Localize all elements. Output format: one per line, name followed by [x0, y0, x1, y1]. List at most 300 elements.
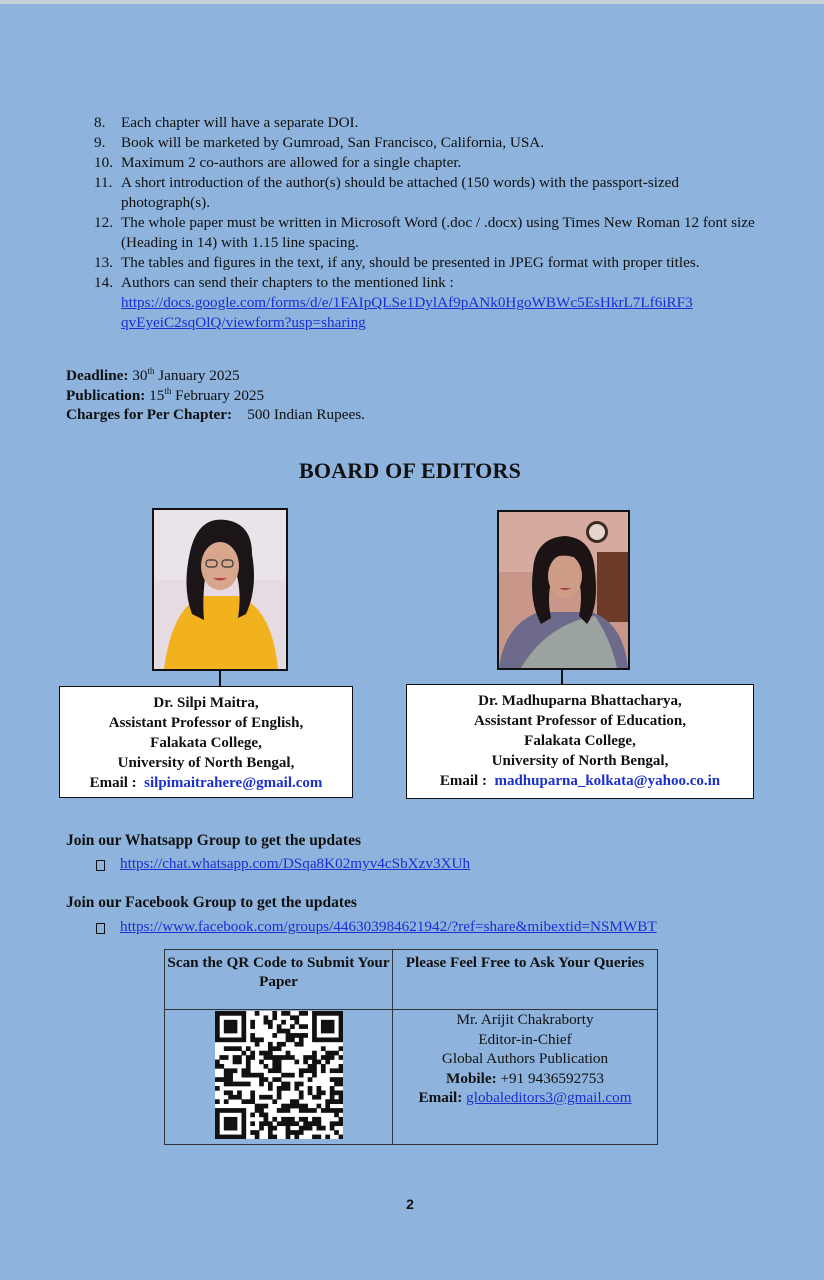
qr-module	[228, 1037, 233, 1042]
submission-form-link[interactable]: https://docs.google.com/forms/d/e/1FAIpQLSe1DylAf9pANk0HgoWBWc5EsHkrL7Lf6iRF3 qvEyeiC2sqOlQ/viewform?usp=sharing	[121, 294, 693, 331]
qr-module	[215, 1117, 220, 1122]
qr-module	[312, 1108, 317, 1113]
qr-module	[338, 1015, 342, 1020]
qr-module	[228, 1011, 233, 1016]
qr-module	[298, 1095, 303, 1100]
qr-module	[312, 1135, 317, 1139]
qr-module	[267, 1024, 272, 1029]
qr-module	[276, 1029, 281, 1034]
qr-module	[329, 1029, 334, 1034]
qr-module	[254, 1108, 259, 1113]
qr-module	[215, 1029, 220, 1034]
qr-module	[272, 1068, 277, 1073]
submission-contact-table	[164, 949, 658, 1145]
qr-module	[325, 1024, 330, 1029]
page-number: 2	[406, 1196, 414, 1212]
qr-module	[263, 1121, 268, 1126]
qr-module	[259, 1104, 264, 1109]
qr-module	[312, 1121, 317, 1126]
qr-module	[245, 1060, 250, 1065]
qr-module	[228, 1029, 233, 1034]
qr-module	[303, 1060, 308, 1065]
qr-module	[334, 1099, 339, 1104]
deadline-line: Deadline: 30th January 2025	[66, 366, 240, 384]
qr-module	[316, 1126, 321, 1131]
qr-module	[338, 1033, 342, 1038]
qr-module	[312, 1011, 317, 1016]
qr-module	[281, 1020, 286, 1025]
qr-module	[228, 1068, 233, 1073]
qr-module	[290, 1037, 295, 1042]
qr-module	[223, 1108, 228, 1113]
qr-module	[338, 1077, 342, 1082]
qr-module	[232, 1121, 237, 1126]
qr-module	[338, 1108, 342, 1113]
qr-module	[232, 1135, 237, 1139]
qr-module	[272, 1117, 277, 1122]
qr-module	[250, 1121, 255, 1126]
whatsapp-group-title: Join our Whatsapp Group to get the updates	[66, 832, 361, 849]
qr-module	[312, 1073, 317, 1078]
qr-module	[290, 1130, 295, 1135]
qr-module	[307, 1108, 312, 1113]
qr-module	[250, 1037, 255, 1042]
qr-module	[329, 1011, 334, 1016]
connector-line	[219, 671, 221, 687]
qr-module	[228, 1024, 233, 1029]
qr-module	[267, 1020, 272, 1025]
qr-module	[285, 1037, 290, 1042]
qr-module	[259, 1073, 264, 1078]
qr-module	[285, 1082, 290, 1087]
qr-module	[285, 1033, 290, 1038]
whatsapp-group-link[interactable]: https://chat.whatsapp.com/DSqa8K02myv4cSbXzv3XUh	[120, 855, 471, 872]
qr-module	[232, 1082, 237, 1087]
publication-line: Publication: 15th February 2025	[66, 385, 265, 404]
qr-module	[259, 1051, 264, 1056]
list-item: 13. The tables and figures in the text, if any, should be presented in JPEG format with proper titles.	[94, 254, 700, 271]
qr-module	[303, 1011, 308, 1016]
qr-module	[250, 1099, 255, 1104]
qr-module	[223, 1135, 228, 1139]
qr-module	[329, 1037, 334, 1042]
qr-module	[290, 1033, 295, 1038]
qr-module	[267, 1095, 272, 1100]
qr-module	[219, 1135, 224, 1139]
qr-module	[338, 1046, 342, 1051]
qr-module	[325, 1011, 330, 1016]
qr-module	[325, 1104, 330, 1109]
qr-module	[316, 1060, 321, 1065]
qr-module	[298, 1082, 303, 1087]
qr-module	[316, 1037, 321, 1042]
qr-module	[290, 1099, 295, 1104]
qr-module	[303, 1024, 308, 1029]
qr-module	[223, 1077, 228, 1082]
whatsapp-link-row	[96, 855, 470, 873]
qr-module	[338, 1082, 342, 1087]
qr-module	[329, 1121, 334, 1126]
qr-module	[237, 1037, 242, 1042]
qr-module	[232, 1108, 237, 1113]
qr-module	[272, 1064, 277, 1069]
qr-module	[338, 1029, 342, 1034]
qr-module	[276, 1046, 281, 1051]
qr-module	[290, 1117, 295, 1122]
editor-photo-madhuparna	[497, 510, 630, 670]
qr-module	[316, 1011, 321, 1016]
qr-module	[276, 1086, 281, 1091]
qr-module	[285, 1086, 290, 1091]
qr-module	[338, 1024, 342, 1029]
qr-module	[334, 1090, 339, 1095]
qr-module	[267, 1121, 272, 1126]
qr-module	[259, 1095, 264, 1100]
qr-module	[237, 1046, 242, 1051]
qr-module	[267, 1068, 272, 1073]
qr-module	[250, 1073, 255, 1078]
editor-portrait-image	[154, 510, 286, 669]
qr-module	[276, 1090, 281, 1095]
editor-email-link[interactable]: madhuparna_kolkata@yahoo.co.in	[494, 773, 721, 789]
qr-module	[312, 1064, 317, 1069]
qr-module	[232, 1126, 237, 1131]
qr-module	[250, 1130, 255, 1135]
qr-module	[303, 1104, 308, 1109]
qr-module	[320, 1126, 325, 1131]
qr-module	[259, 1037, 264, 1042]
qr-module	[307, 1126, 312, 1131]
qr-module	[334, 1037, 339, 1042]
qr-module	[250, 1113, 255, 1118]
qr-module	[232, 1029, 237, 1034]
qr-module	[232, 1095, 237, 1100]
qr-module	[285, 1117, 290, 1122]
qr-module	[294, 1015, 299, 1020]
qr-module	[215, 1060, 220, 1065]
qr-module	[223, 1011, 228, 1016]
qr-module	[215, 1064, 220, 1069]
qr-module	[223, 1037, 228, 1042]
qr-module	[254, 1135, 259, 1139]
qr-module	[215, 1015, 220, 1020]
qr-module	[276, 1095, 281, 1100]
qr-module	[294, 1099, 299, 1104]
qr-module	[250, 1051, 255, 1056]
qr-module	[263, 1104, 268, 1109]
qr-module	[228, 1095, 233, 1100]
qr-module	[338, 1037, 342, 1042]
qr-module	[245, 1046, 250, 1051]
qr-module	[215, 1037, 220, 1042]
qr-module	[241, 1099, 246, 1104]
qr-module	[237, 1082, 242, 1087]
qr-module	[241, 1130, 246, 1135]
qr-module	[254, 1073, 259, 1078]
qr-module	[290, 1104, 295, 1109]
qr-module	[285, 1121, 290, 1126]
qr-module	[312, 1117, 317, 1122]
qr-module	[316, 1095, 321, 1100]
qr-module	[312, 1055, 317, 1060]
qr-module	[272, 1135, 277, 1139]
qr-module	[241, 1126, 246, 1131]
qr-module	[338, 1117, 342, 1122]
qr-module	[223, 1020, 228, 1025]
qr-module	[228, 1077, 233, 1082]
qr-module	[245, 1099, 250, 1104]
contact-email-link[interactable]: globaleditors3@gmail.com	[466, 1089, 632, 1106]
qr-module	[276, 1055, 281, 1060]
qr-module	[215, 1135, 220, 1139]
qr-module	[272, 1015, 277, 1020]
qr-module	[338, 1055, 342, 1060]
qr-module	[259, 1113, 264, 1118]
qr-module	[281, 1108, 286, 1113]
qr-module	[263, 1055, 268, 1060]
qr-module	[285, 1011, 290, 1016]
qr-module	[215, 1020, 220, 1025]
qr-module	[307, 1086, 312, 1091]
qr-module	[298, 1090, 303, 1095]
qr-module	[325, 1135, 330, 1139]
qr-module	[223, 1073, 228, 1078]
qr-module	[254, 1042, 259, 1047]
qr-module	[303, 1121, 308, 1126]
qr-module	[329, 1086, 334, 1091]
qr-module	[285, 1126, 290, 1131]
qr-module	[320, 1024, 325, 1029]
facebook-group-link[interactable]: https://www.facebook.com/groups/446303984621942/?ref=share&mibextid=NSMWBT	[120, 918, 657, 935]
qr-module	[223, 1029, 228, 1034]
editor-email-link[interactable]: silpimaitrahere@gmail.com	[144, 775, 323, 791]
qr-module	[285, 1055, 290, 1060]
qr-module	[228, 1082, 233, 1087]
qr-module	[303, 1117, 308, 1122]
qr-module	[237, 1135, 242, 1139]
qr-module	[276, 1108, 281, 1113]
charges-line: Charges for Per Chapter: 500 Indian Rupees.	[66, 406, 365, 423]
qr-module	[316, 1086, 321, 1091]
qr-module	[241, 1108, 246, 1113]
qr-module	[320, 1108, 325, 1113]
qr-module	[307, 1068, 312, 1073]
guidelines-list	[86, 113, 766, 333]
qr-module	[263, 1064, 268, 1069]
qr-module	[334, 1130, 339, 1135]
qr-module	[276, 1042, 281, 1047]
qr-module	[276, 1060, 281, 1065]
qr-module	[215, 1121, 220, 1126]
qr-module	[329, 1108, 334, 1113]
qr-module	[338, 1121, 342, 1126]
qr-module	[267, 1135, 272, 1139]
qr-module	[334, 1068, 339, 1073]
qr-module	[241, 1051, 246, 1056]
qr-module	[263, 1117, 268, 1122]
qr-module	[325, 1060, 330, 1065]
qr-module	[241, 1020, 246, 1025]
qr-module	[329, 1020, 334, 1025]
qr-module	[223, 1126, 228, 1131]
qr-module	[298, 1011, 303, 1016]
qr-module	[215, 1113, 220, 1118]
qr-module	[272, 1077, 277, 1082]
qr-module	[325, 1051, 330, 1056]
qr-header: Scan the QR Code to Submit Your Paper	[165, 950, 393, 1010]
qr-module	[241, 1121, 246, 1126]
qr-module	[241, 1011, 246, 1016]
qr-module	[334, 1051, 339, 1056]
qr-module	[320, 1090, 325, 1095]
qr-module	[338, 1011, 342, 1016]
qr-module	[267, 1055, 272, 1060]
qr-module	[259, 1121, 264, 1126]
qr-module	[285, 1051, 290, 1056]
qr-module	[294, 1042, 299, 1047]
qr-module	[232, 1020, 237, 1025]
qr-module	[312, 1095, 317, 1100]
qr-module	[250, 1090, 255, 1095]
qr-module	[232, 1055, 237, 1060]
qr-module	[254, 1037, 259, 1042]
qr-module	[241, 1033, 246, 1038]
qr-module	[232, 1046, 237, 1051]
qr-module	[320, 1055, 325, 1060]
qr-module	[290, 1121, 295, 1126]
qr-module	[237, 1095, 242, 1100]
qr-module	[329, 1090, 334, 1095]
qr-module	[338, 1135, 342, 1139]
qr-module	[281, 1086, 286, 1091]
list-item: 9. Book will be marketed by Gumroad, San Francisco, California, USA.	[94, 134, 545, 151]
qr-module	[325, 1029, 330, 1034]
qr-module	[215, 1033, 220, 1038]
qr-module	[250, 1024, 255, 1029]
list-item: 8. Each chapter will have a separate DOI.	[94, 114, 359, 131]
qr-module	[307, 1064, 312, 1069]
qr-module	[334, 1082, 339, 1087]
qr-module	[285, 1130, 290, 1135]
qr-module	[228, 1117, 233, 1122]
qr-module	[298, 1117, 303, 1122]
qr-code-image[interactable]	[215, 1011, 343, 1139]
qr-module	[228, 1090, 233, 1095]
qr-module	[276, 1068, 281, 1073]
qr-module	[325, 1020, 330, 1025]
qr-module	[276, 1077, 281, 1082]
qr-module	[298, 1042, 303, 1047]
qr-module	[259, 1082, 264, 1087]
qr-module	[272, 1126, 277, 1131]
qr-module	[329, 1126, 334, 1131]
qr-module	[294, 1020, 299, 1025]
qr-module	[325, 1037, 330, 1042]
editor-photo-silpi	[152, 508, 288, 671]
qr-module	[290, 1015, 295, 1020]
qr-module	[298, 1126, 303, 1131]
qr-module	[294, 1130, 299, 1135]
qr-module	[325, 1099, 330, 1104]
board-title: BOARD OF EDITORS	[298, 458, 522, 483]
qr-module	[237, 1055, 242, 1060]
qr-module	[241, 1015, 246, 1020]
qr-module	[267, 1042, 272, 1047]
qr-module	[285, 1073, 290, 1078]
qr-module	[232, 1011, 237, 1016]
qr-module	[298, 1073, 303, 1078]
key-dates	[66, 366, 365, 425]
qr-module	[237, 1060, 242, 1065]
qr-module	[241, 1082, 246, 1087]
qr-module	[325, 1055, 330, 1060]
qr-module	[303, 1033, 308, 1038]
qr-module	[267, 1126, 272, 1131]
qr-module	[250, 1020, 255, 1025]
list-item: 14. Authors can send their chapters to the mentioned link : https://docs.google.com/forms/d/e/1FAIpQLSe1DylAf9pANk0HgoWBWc5EsHkrL7Lf6iRF3 qvEyeiC2sqOlQ/viewform?usp=sharing	[94, 274, 693, 331]
qr-module	[294, 1104, 299, 1109]
qr-module	[281, 1117, 286, 1122]
qr-module	[320, 1046, 325, 1051]
qr-module	[298, 1104, 303, 1109]
qr-module	[263, 1051, 268, 1056]
queries-header: Please Feel Free to Ask Your Queries	[393, 950, 658, 1010]
qr-module	[338, 1090, 342, 1095]
qr-module	[329, 1024, 334, 1029]
qr-module	[241, 1073, 246, 1078]
qr-module	[215, 1130, 220, 1135]
qr-module	[298, 1068, 303, 1073]
qr-module	[281, 1011, 286, 1016]
qr-module	[237, 1108, 242, 1113]
qr-module	[312, 1068, 317, 1073]
qr-module	[316, 1121, 321, 1126]
qr-module	[223, 1082, 228, 1087]
qr-module	[307, 1090, 312, 1095]
qr-module	[294, 1135, 299, 1139]
qr-module	[241, 1029, 246, 1034]
qr-module	[303, 1126, 308, 1131]
qr-module	[215, 1126, 220, 1131]
facebook-link-row	[96, 918, 657, 936]
qr-module	[215, 1099, 220, 1104]
qr-module	[223, 1055, 228, 1060]
qr-module	[281, 1104, 286, 1109]
connector-line	[561, 670, 563, 685]
bullet-box-icon	[96, 923, 105, 934]
qr-module	[294, 1082, 299, 1087]
qr-module	[281, 1055, 286, 1060]
qr-module	[312, 1060, 317, 1065]
qr-module	[325, 1108, 330, 1113]
editor-portrait-image	[499, 512, 628, 668]
qr-module	[312, 1015, 317, 1020]
qr-module	[232, 1068, 237, 1073]
qr-module	[338, 1020, 342, 1025]
qr-module	[241, 1037, 246, 1042]
qr-module	[329, 1055, 334, 1060]
qr-module	[245, 1082, 250, 1087]
qr-module	[228, 1073, 233, 1078]
qr-module	[329, 1095, 334, 1100]
qr-module	[250, 1033, 255, 1038]
qr-module	[312, 1051, 317, 1056]
qr-module	[241, 1024, 246, 1029]
qr-module	[285, 1135, 290, 1139]
qr-module	[219, 1108, 224, 1113]
qr-module	[223, 1068, 228, 1073]
qr-module	[263, 1095, 268, 1100]
